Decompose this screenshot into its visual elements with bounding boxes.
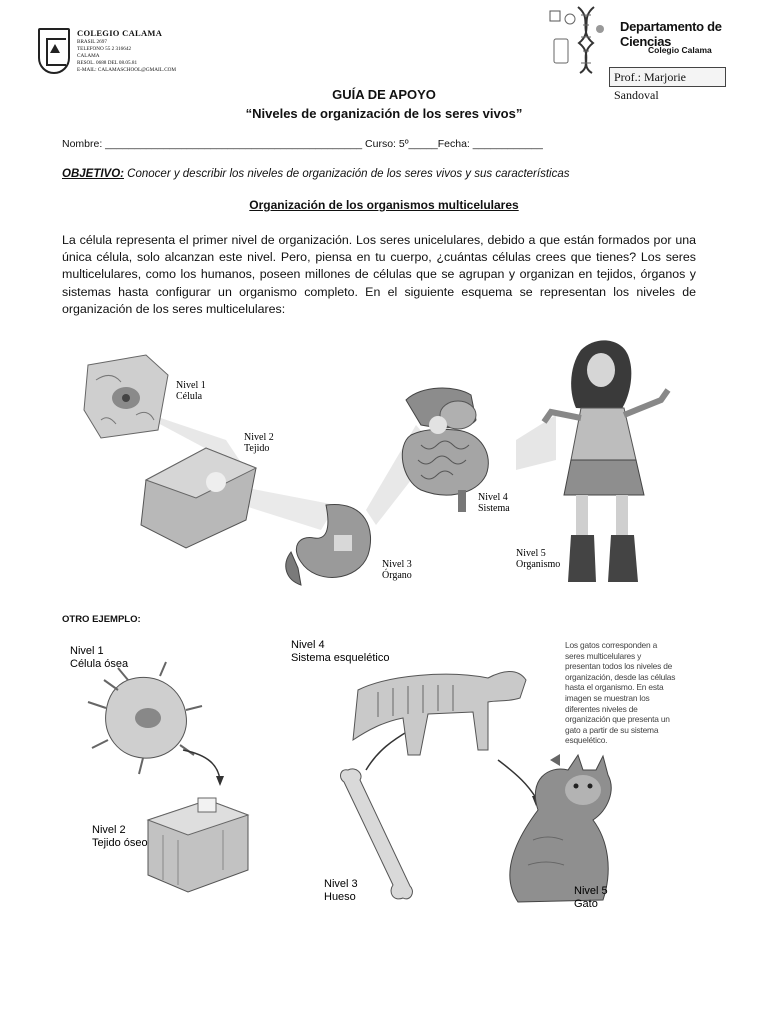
girl-organism-illustration	[544, 340, 668, 582]
digestive-system-illustration	[402, 388, 488, 512]
cat-skeleton-illustration	[353, 672, 526, 756]
department-banner	[548, 5, 728, 102]
school-crest-logo	[38, 28, 70, 74]
fig1-label-5-name: Organismo	[516, 559, 561, 570]
fig2-label-1-level: Nivel 1	[70, 645, 104, 657]
school-email: E-MAIL: CALAMASCHOOL@GMAIL.COM	[77, 67, 177, 73]
department-title: Departamento de Ciencias	[620, 19, 722, 49]
fig1-label-3-level: Nivel 3	[382, 559, 412, 570]
science-dna-art-icon	[548, 5, 610, 75]
fig1-label-4-name: Sistema	[478, 503, 510, 514]
fig1-label-1-name: Célula	[176, 391, 203, 402]
guide-subtitle: “Niveles de organización de los seres vivos”	[245, 106, 523, 121]
fig1-label-2-level: Nivel 2	[244, 432, 274, 443]
fig2-label-1-name: Célula ósea	[70, 658, 129, 670]
objective	[62, 168, 569, 180]
teacher-name-box: Prof.: Marjorie Sandoval	[609, 67, 726, 87]
bone-cell-illustration	[88, 662, 202, 774]
school-resolution: RESOL. 0688 DEL 08.05.81	[77, 60, 138, 66]
cat-organism-illustration	[510, 755, 611, 902]
school-address: BRASIL 2697	[77, 39, 107, 45]
school-phone: TELEFONO 55 2 316642	[77, 46, 132, 52]
cat-explanation-note: Los gatos corresponden a seres multicelulares y presentan todos los niveles de organización, desde las células hasta el organismo. En esta imagen se muestran los diferentes niveles de organización que presenta un gato a partir de su sistema esquelético.	[565, 640, 676, 746]
human-organization-levels-figure	[76, 330, 696, 592]
tissue-illustration	[141, 448, 256, 548]
fig2-label-2-name: Tejido óseo	[92, 837, 148, 849]
school-contact-info	[77, 39, 176, 74]
student-info-line[interactable]: Nombre: ____________________________________________ Curso: 5º_____Fecha: ____________	[62, 138, 543, 150]
department-school: Colegio Calama	[648, 45, 712, 55]
school-city: CALAMA	[77, 53, 100, 59]
fig2-label-2-level: Nivel 2	[92, 824, 126, 836]
bone-tissue-illustration	[148, 798, 248, 892]
fig1-label-3-name: Órgano	[382, 570, 412, 581]
fig1-label-4-level: Nivel 4	[478, 492, 508, 503]
objective-text: Conocer y describir los niveles de organización de los seres vivos y sus características	[123, 168, 570, 180]
fig2-label-3-name: Hueso	[324, 891, 356, 903]
guide-title: GUÍA DE APOYO	[332, 87, 436, 102]
section-heading: Organización de los organismos multicelulares	[249, 198, 519, 212]
objective-label: OBJETIVO:	[62, 168, 124, 180]
fig2-label-5-level: Nivel 5	[574, 885, 608, 897]
cell-illustration	[84, 355, 168, 438]
fig2-label-3-level: Nivel 3	[324, 878, 358, 890]
fig1-label-2-name: Tejido	[244, 443, 270, 454]
school-name: COLEGIO CALAMA	[77, 28, 163, 38]
fig2-label-4-level: Nivel 4	[291, 639, 325, 651]
fig2-label-4-name: Sistema esquelético	[291, 652, 390, 664]
otro-ejemplo-heading: OTRO EJEMPLO:	[62, 614, 141, 625]
fig1-label-5-level: Nivel 5	[516, 548, 546, 559]
fig1-label-1-level: Nivel 1	[176, 380, 206, 391]
fig2-label-5-name: Gato	[574, 898, 598, 910]
intro-paragraph: La célula representa el primer nivel de organización. Los seres unicelulares, debido a que están formados por una única célula, solo alcanzan este nivel. Pero, piensa en tu cuerpo, ¿cuántas células crees que tienes? Los seres multicelulares, como los humanos, poseen millones de células que se agrupan y organizan en tejidos, órganos y sistemas hasta configurar un organismo completo. En el siguiente esquema se representan los niveles de organización de los seres multicelulares:	[62, 233, 696, 316]
